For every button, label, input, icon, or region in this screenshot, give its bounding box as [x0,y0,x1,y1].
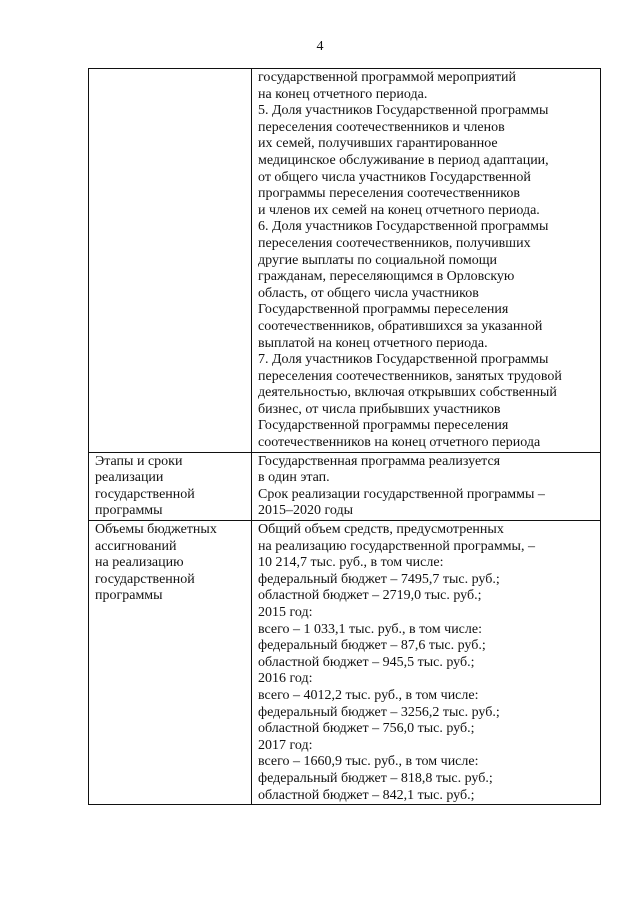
text-line: переселения соотечественников, занятых трудовой [258,368,562,384]
text-line: гражданам, переселяющимся в Орловскую [258,269,515,285]
text-line: на конец отчетного периода. [258,86,428,102]
text-line: выплатой на конец отчетного периода. [258,335,488,351]
text-line: медицинское обслуживание в период адаптации, [258,152,549,168]
text-line: государственной [95,486,195,502]
text-line: 2016 год: [258,671,313,687]
row-value [252,521,601,805]
table-row-indicators [89,69,601,453]
text-line: Общий объем средств, предусмотренных [258,522,504,538]
text-line: реализации [95,470,164,486]
text-line: на реализацию государственной программы, – [258,538,535,554]
text-line: Объемы бюджетных [95,522,217,538]
table-row-stages [89,452,601,520]
text-line: переселения соотечественников, получивших [258,235,531,251]
text-line: переселения соотечественников и членов [258,119,505,135]
text-line: федеральный бюджет – 87,6 тыс. руб.; [258,638,486,654]
text-line: областной бюджет – 945,5 тыс. руб.; [258,654,475,670]
table-row-budget [89,521,601,805]
text-line: федеральный бюджет – 3256,2 тыс. руб.; [258,704,500,720]
text-line: Государственной программы переселения [258,418,509,434]
text-line: деятельностью, включая открывших собственный [258,385,557,401]
text-line: бизнес, от числа прибывших участников [258,401,501,417]
text-line: их семей, получивших гарантированное [258,136,498,152]
text-line: всего – 4012,2 тыс. руб., в том числе: [258,687,479,703]
text-line: 7. Доля участников Государственной программы [258,352,549,368]
text-line: федеральный бюджет – 818,8 тыс. руб.; [258,770,493,786]
text-line: программы [95,588,163,604]
text-line: соотечественников на конец отчетного периода [258,435,541,451]
page-number: 4 [316,39,324,54]
text-line: областной бюджет – 756,0 тыс. руб.; [258,721,475,737]
text-line: государственной [95,571,195,587]
text-line: государственной программой мероприятий [258,70,517,85]
text-line: 6. Доля участников Государственной программы [258,219,549,235]
text-line: другие выплаты по социальной помощи [258,252,497,268]
text-line: областной бюджет – 842,1 тыс. руб.; [258,787,475,803]
text-line: Срок реализации государственной программы – [258,486,545,502]
row-label [89,452,252,520]
row-label [89,521,252,805]
row-value [252,452,601,520]
text-line: ассигнований [95,538,177,554]
text-line: от общего числа участников Государственной [258,169,531,185]
text-line: область, от общего числа участников [258,285,479,301]
text-line: Государственной программы переселения [258,302,509,318]
text-line: областной бюджет – 2719,0 тыс. руб.; [258,588,482,604]
text-line: 10 214,7 тыс. руб., в том числе: [258,555,444,571]
text-line: всего – 1660,9 тыс. руб., в том числе: [258,754,479,770]
text-line: Государственная программа реализуется [258,453,501,469]
text-line: на реализацию [95,555,184,571]
text-line: 5. Доля участников Государственной программы [258,103,549,119]
row-value [252,69,601,453]
text-line: программы [95,503,163,519]
text-line: программы переселения соотечественников [258,186,520,202]
text-line: 2017 год: [258,737,313,753]
text-line: федеральный бюджет – 7495,7 тыс. руб.; [258,571,500,587]
text-line: соотечественников, обратившихся за указанной [258,318,543,334]
text-line: всего – 1 033,1 тыс. руб., в том числе: [258,621,482,637]
text-line: Этапы и сроки [95,453,183,469]
row-label [89,69,252,453]
text-line: 2015–2020 годы [258,503,354,519]
program-passport-table [88,68,601,805]
text-line: в один этап. [258,470,330,486]
text-line: 2015 год: [258,605,313,620]
text-line: и членов их семей на конец отчетного периода. [258,202,540,218]
